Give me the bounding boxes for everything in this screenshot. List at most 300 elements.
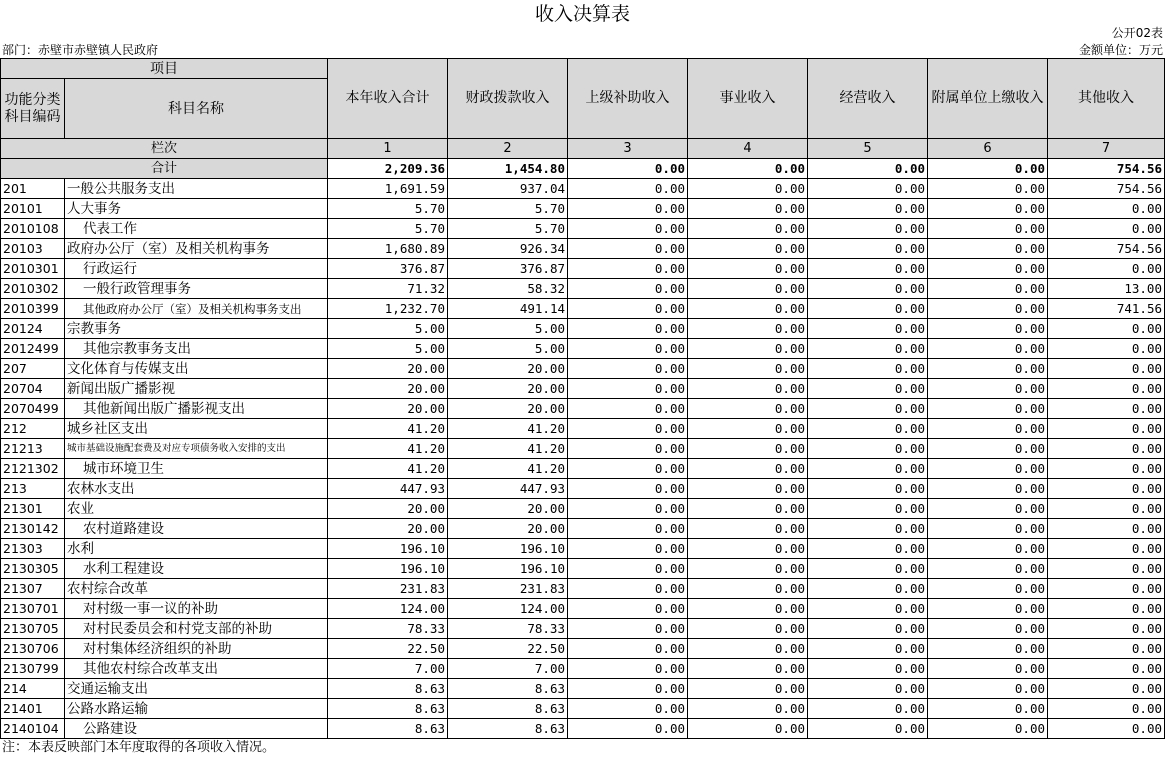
amount-cell[interactable]: 0.00 [928,279,1048,299]
amount-cell[interactable]: 0.00 [568,699,688,719]
amount-cell[interactable]: 0.00 [568,479,688,499]
col-header-5[interactable]: 经营收入 [808,59,928,139]
amount-cell[interactable]: 0.00 [1048,499,1165,519]
amount-cell[interactable]: 0.00 [688,519,808,539]
amount-cell[interactable]: 447.93 [328,479,448,499]
amount-cell[interactable]: 0.00 [568,419,688,439]
amount-cell[interactable]: 0.00 [568,639,688,659]
amount-cell[interactable]: 376.87 [328,259,448,279]
amount-cell[interactable]: 0.00 [928,719,1048,739]
subject-name-cell[interactable]: 其他农村综合改革支出 [65,659,328,679]
subject-name-cell[interactable]: 农业 [65,499,328,519]
amount-cell[interactable]: 0.00 [808,319,928,339]
amount-cell[interactable]: 0.00 [928,519,1048,539]
amount-cell[interactable]: 0.00 [928,459,1048,479]
subject-name-cell[interactable]: 农林水支出 [65,479,328,499]
subject-name-cell[interactable]: 农村道路建设 [65,519,328,539]
subject-name-cell[interactable]: 政府办公厅（室）及相关机构事务 [65,239,328,259]
amount-cell[interactable]: 0.00 [1048,639,1165,659]
amount-cell[interactable]: 20.00 [328,359,448,379]
amount-cell[interactable]: 0.00 [1048,719,1165,739]
col-number[interactable]: 7 [1048,139,1165,159]
amount-cell[interactable]: 22.50 [448,639,568,659]
table-row [1,579,1165,599]
amount-cell[interactable]: 0.00 [928,339,1048,359]
table-row [1,419,1165,439]
amount-cell[interactable]: 937.04 [448,179,568,199]
amount-cell[interactable]: 8.63 [448,679,568,699]
amount-cell[interactable]: 1,680.89 [328,239,448,259]
amount-cell[interactable]: 0.00 [928,659,1048,679]
subject-code-cell[interactable]: 2130142 [1,519,65,539]
amount-cell[interactable]: 0.00 [808,699,928,719]
amount-cell[interactable]: 0.00 [688,579,808,599]
subject-code-cell[interactable]: 201 [1,179,65,199]
amount-cell[interactable]: 0.00 [568,519,688,539]
amount-cell[interactable]: 0.00 [808,259,928,279]
amount-cell[interactable]: 0.00 [808,579,928,599]
amount-cell[interactable]: 0.00 [688,439,808,459]
amount-cell[interactable]: 491.14 [448,299,568,319]
subject-name-cell[interactable]: 交通运输支出 [65,679,328,699]
amount-cell[interactable]: 5.00 [448,319,568,339]
amount-cell[interactable]: 0.00 [568,239,688,259]
department-label: 部门：赤壁市赤壁镇人民政府 [2,43,159,57]
amount-cell[interactable]: 0.00 [568,459,688,479]
table-row [1,179,1165,199]
amount-cell[interactable]: 7.00 [328,659,448,679]
subject-code-cell[interactable]: 2130305 [1,559,65,579]
amount-cell[interactable]: 0.00 [688,339,808,359]
amount-cell[interactable]: 0.00 [808,659,928,679]
table-row [1,619,1165,639]
subject-code-cell[interactable]: 21307 [1,579,65,599]
subject-name-cell[interactable]: 宗教事务 [65,319,328,339]
subject-code-cell[interactable]: 2121302 [1,459,65,479]
project-header[interactable]: 项目 [1,59,328,79]
amount-cell[interactable]: 0.00 [688,219,808,239]
amount-cell[interactable]: 20.00 [328,399,448,419]
amount-cell[interactable]: 0.00 [568,599,688,619]
amount-cell[interactable]: 0.00 [688,639,808,659]
subject-name-cell[interactable]: 对村民委员会和村党支部的补助 [65,619,328,639]
amount-cell[interactable]: 0.00 [808,219,928,239]
col-number[interactable]: 1 [328,139,448,159]
amount-cell[interactable]: 0.00 [808,379,928,399]
amount-cell[interactable]: 0.00 [568,339,688,359]
amount-cell[interactable]: 0.00 [808,559,928,579]
amount-cell[interactable]: 196.10 [448,559,568,579]
amount-cell[interactable]: 0.00 [568,219,688,239]
amount-cell[interactable]: 20.00 [448,499,568,519]
amount-cell[interactable]: 0.00 [808,539,928,559]
subject-name-cell[interactable]: 水利工程建设 [65,559,328,579]
amount-cell[interactable]: 0.00 [1048,219,1165,239]
subject-name-cell[interactable]: 农村综合改革 [65,579,328,599]
amount-cell[interactable]: 5.00 [328,339,448,359]
amount-cell[interactable]: 741.56 [1048,299,1165,319]
amount-cell[interactable]: 0.00 [568,719,688,739]
subject-code-cell[interactable]: 2140104 [1,719,65,739]
amount-cell[interactable]: 0.00 [928,479,1048,499]
amount-cell[interactable]: 0.00 [1048,359,1165,379]
amount-cell[interactable]: 0.00 [568,619,688,639]
amount-cell[interactable]: 58.32 [448,279,568,299]
amount-cell[interactable]: 0.00 [688,499,808,519]
subject-name-cell[interactable]: 人大事务 [65,199,328,219]
amount-cell[interactable]: 0.00 [1048,339,1165,359]
amount-cell[interactable]: 22.50 [328,639,448,659]
subject-name-cell[interactable]: 文化体育与传媒支出 [65,359,328,379]
amount-cell[interactable]: 0.00 [568,579,688,599]
amount-cell[interactable]: 0.00 [928,539,1048,559]
table-row [1,479,1165,499]
amount-cell[interactable]: 0.00 [688,359,808,379]
amount-cell[interactable]: 0.00 [808,239,928,259]
amount-cell[interactable]: 0.00 [808,179,928,199]
amount-cell[interactable]: 0.00 [568,259,688,279]
amount-cell[interactable]: 13.00 [1048,279,1165,299]
amount-cell[interactable]: 41.20 [328,439,448,459]
total-value[interactable]: 0.00 [808,159,928,179]
amount-cell[interactable]: 0.00 [688,319,808,339]
amount-cell[interactable]: 0.00 [1048,199,1165,219]
amount-cell[interactable]: 0.00 [928,319,1048,339]
amount-cell[interactable]: 0.00 [1048,439,1165,459]
amount-cell[interactable]: 0.00 [808,479,928,499]
col-number[interactable]: 5 [808,139,928,159]
table-row [1,399,1165,419]
amount-cell[interactable]: 5.70 [448,219,568,239]
col-header-6[interactable]: 附属单位上缴收入 [928,59,1048,139]
subject-code-cell[interactable]: 2130799 [1,659,65,679]
table-row [1,359,1165,379]
subject-code-cell[interactable]: 21213 [1,439,65,459]
amount-cell[interactable]: 0.00 [688,399,808,419]
col-header-1[interactable]: 本年收入合计 [328,59,448,139]
subject-name-cell[interactable]: 对村级一事一议的补助 [65,599,328,619]
col-header-2[interactable]: 财政拨款收入 [448,59,568,139]
subject-code-cell[interactable]: 2130701 [1,599,65,619]
col-number[interactable]: 6 [928,139,1048,159]
amount-cell[interactable]: 0.00 [808,299,928,319]
subject-name-cell[interactable]: 其他政府办公厅（室）及相关机构事务支出 [65,299,328,319]
subject-code-cell[interactable]: 213 [1,479,65,499]
amount-cell[interactable]: 0.00 [1048,619,1165,639]
col-number[interactable]: 4 [688,139,808,159]
total-value[interactable]: 0.00 [688,159,808,179]
amount-cell[interactable]: 0.00 [808,599,928,619]
amount-cell[interactable]: 0.00 [688,479,808,499]
amount-cell[interactable]: 5.70 [448,199,568,219]
amount-cell[interactable]: 0.00 [808,359,928,379]
subject-code-cell[interactable]: 2130705 [1,619,65,639]
amount-cell[interactable]: 196.10 [328,539,448,559]
amount-cell[interactable]: 124.00 [328,599,448,619]
amount-cell[interactable]: 0.00 [568,299,688,319]
amount-cell[interactable]: 0.00 [688,199,808,219]
amount-cell[interactable]: 0.00 [568,539,688,559]
amount-cell[interactable]: 0.00 [688,459,808,479]
amount-cell[interactable]: 0.00 [1048,419,1165,439]
subject-code-cell[interactable]: 2010399 [1,299,65,319]
amount-cell[interactable]: 5.70 [328,199,448,219]
amount-cell[interactable]: 0.00 [688,419,808,439]
amount-cell[interactable]: 0.00 [1048,679,1165,699]
amount-cell[interactable]: 0.00 [1048,379,1165,399]
table-row [1,639,1165,659]
amount-cell[interactable]: 0.00 [928,359,1048,379]
table-row [1,679,1165,699]
col-header-3[interactable]: 上级补助收入 [568,59,688,139]
amount-cell[interactable]: 0.00 [688,379,808,399]
table-row [1,539,1165,559]
col-number[interactable]: 2 [448,139,568,159]
amount-cell[interactable]: 0.00 [928,639,1048,659]
amount-cell[interactable]: 0.00 [808,639,928,659]
amount-cell[interactable]: 0.00 [688,559,808,579]
amount-cell[interactable]: 0.00 [688,239,808,259]
amount-cell[interactable]: 41.20 [448,459,568,479]
amount-cell[interactable]: 231.83 [448,579,568,599]
subject-name-cell[interactable]: 对村集体经济组织的补助 [65,639,328,659]
amount-cell[interactable]: 0.00 [688,659,808,679]
total-value[interactable]: 0.00 [928,159,1048,179]
amount-cell[interactable]: 8.63 [328,699,448,719]
table-row [1,719,1165,739]
amount-cell[interactable]: 754.56 [1048,239,1165,259]
table-row [1,599,1165,619]
amount-cell[interactable]: 0.00 [1048,319,1165,339]
amount-cell[interactable]: 8.63 [328,679,448,699]
amount-cell[interactable]: 0.00 [1048,539,1165,559]
name-col-header[interactable]: 科目名称 [65,79,328,139]
amount-cell[interactable]: 196.10 [448,539,568,559]
subject-code-cell[interactable]: 21301 [1,499,65,519]
total-value[interactable]: 754.56 [1048,159,1165,179]
amount-cell[interactable]: 20.00 [448,399,568,419]
amount-cell[interactable]: 0.00 [1048,519,1165,539]
amount-cell[interactable]: 0.00 [568,279,688,299]
table-row [1,239,1165,259]
amount-unit-label: 金额单位：万元 [1078,43,1163,57]
amount-cell[interactable]: 0.00 [928,559,1048,579]
amount-cell[interactable]: 20.00 [328,379,448,399]
amount-cell[interactable]: 41.20 [448,419,568,439]
amount-cell[interactable]: 447.93 [448,479,568,499]
amount-cell[interactable]: 0.00 [688,279,808,299]
amount-cell[interactable]: 376.87 [448,259,568,279]
subject-name-cell[interactable]: 其他宗教事务支出 [65,339,328,359]
col-number[interactable]: 3 [568,139,688,159]
amount-cell[interactable]: 78.33 [448,619,568,639]
amount-cell[interactable]: 0.00 [808,619,928,639]
amount-cell[interactable]: 0.00 [928,179,1048,199]
subject-code-cell[interactable]: 20124 [1,319,65,339]
amount-cell[interactable]: 0.00 [1048,579,1165,599]
amount-cell[interactable]: 0.00 [1048,479,1165,499]
subject-code-cell[interactable]: 20103 [1,239,65,259]
amount-cell[interactable]: 0.00 [1048,559,1165,579]
amount-cell[interactable]: 0.00 [688,719,808,739]
amount-cell[interactable]: 0.00 [928,599,1048,619]
amount-cell[interactable]: 0.00 [1048,399,1165,419]
amount-cell[interactable]: 0.00 [808,419,928,439]
amount-cell[interactable]: 0.00 [1048,259,1165,279]
amount-cell[interactable]: 0.00 [568,559,688,579]
amount-cell[interactable]: 0.00 [688,679,808,699]
subject-name-cell[interactable]: 水利 [65,539,328,559]
amount-cell[interactable]: 1,691.59 [328,179,448,199]
amount-cell[interactable]: 0.00 [808,499,928,519]
subject-name-cell[interactable]: 行政运行 [65,259,328,279]
amount-cell[interactable]: 0.00 [568,399,688,419]
subject-name-cell[interactable]: 一般公共服务支出 [65,179,328,199]
amount-cell[interactable]: 20.00 [328,499,448,519]
amount-cell[interactable]: 41.20 [328,459,448,479]
amount-cell[interactable]: 0.00 [808,679,928,699]
column-label[interactable]: 栏次 [1,139,328,159]
amount-cell[interactable]: 0.00 [928,439,1048,459]
amount-cell[interactable]: 0.00 [568,379,688,399]
subject-name-cell[interactable]: 代表工作 [65,219,328,239]
amount-cell[interactable]: 124.00 [448,599,568,619]
amount-cell[interactable]: 0.00 [928,199,1048,219]
amount-cell[interactable]: 20.00 [448,519,568,539]
subject-code-cell[interactable]: 2070499 [1,399,65,419]
col-header-7[interactable]: 其他收入 [1048,59,1165,139]
amount-cell[interactable]: 0.00 [928,679,1048,699]
amount-cell[interactable]: 0.00 [688,599,808,619]
amount-cell[interactable]: 0.00 [568,319,688,339]
subject-code-cell[interactable]: 2012499 [1,339,65,359]
subject-name-cell[interactable]: 公路建设 [65,719,328,739]
income-table [0,58,1165,739]
amount-cell[interactable]: 0.00 [568,359,688,379]
amount-cell[interactable]: 0.00 [808,339,928,359]
table-row [1,379,1165,399]
amount-cell[interactable]: 0.00 [568,679,688,699]
amount-cell[interactable]: 0.00 [928,399,1048,419]
amount-cell[interactable]: 0.00 [688,299,808,319]
table-row [1,279,1165,299]
amount-cell[interactable]: 8.63 [448,719,568,739]
amount-cell[interactable]: 0.00 [928,299,1048,319]
amount-cell[interactable]: 0.00 [568,179,688,199]
amount-cell[interactable]: 0.00 [688,259,808,279]
amount-cell[interactable]: 5.00 [328,319,448,339]
amount-cell[interactable]: 0.00 [808,279,928,299]
amount-cell[interactable]: 41.20 [448,439,568,459]
subject-name-cell[interactable]: 新闻出版广播影视 [65,379,328,399]
total-value[interactable]: 1,454.80 [448,159,568,179]
amount-cell[interactable]: 0.00 [808,399,928,419]
amount-cell[interactable]: 926.34 [448,239,568,259]
amount-cell[interactable]: 231.83 [328,579,448,599]
amount-cell[interactable]: 0.00 [568,659,688,679]
amount-cell[interactable]: 0.00 [1048,459,1165,479]
amount-cell[interactable]: 71.32 [328,279,448,299]
amount-cell[interactable]: 196.10 [328,559,448,579]
amount-cell[interactable]: 0.00 [808,199,928,219]
code-col-header[interactable]: 功能分类科目编码 [1,79,65,139]
subject-name-cell[interactable]: 公路水路运输 [65,699,328,719]
subject-code-cell[interactable]: 2010302 [1,279,65,299]
subject-name-cell[interactable]: 城乡社区支出 [65,419,328,439]
subject-code-cell[interactable]: 2010108 [1,219,65,239]
amount-cell[interactable]: 0.00 [808,719,928,739]
amount-cell[interactable]: 0.00 [808,439,928,459]
subject-name-cell[interactable]: 其他新闻出版广播影视支出 [65,399,328,419]
amount-cell[interactable]: 20.00 [448,359,568,379]
amount-cell[interactable]: 0.00 [688,619,808,639]
amount-cell[interactable]: 78.33 [328,619,448,639]
table-row [1,459,1165,479]
amount-cell[interactable]: 8.63 [328,719,448,739]
amount-cell[interactable]: 1,232.70 [328,299,448,319]
subject-code-cell[interactable]: 2130706 [1,639,65,659]
amount-cell[interactable]: 0.00 [928,499,1048,519]
amount-cell[interactable]: 0.00 [688,179,808,199]
amount-cell[interactable]: 20.00 [328,519,448,539]
table-number: 公开02表 [1111,26,1163,40]
amount-cell[interactable]: 0.00 [928,619,1048,639]
subject-code-cell[interactable]: 20704 [1,379,65,399]
amount-cell[interactable]: 0.00 [928,379,1048,399]
subject-code-cell[interactable]: 214 [1,679,65,699]
amount-cell[interactable]: 20.00 [448,379,568,399]
col-header-4[interactable]: 事业收入 [688,59,808,139]
total-label[interactable]: 合计 [1,159,328,179]
amount-cell[interactable]: 5.70 [328,219,448,239]
amount-cell[interactable]: 7.00 [448,659,568,679]
footnote: 注：本表反映部门本年度取得的各项收入情况。 [2,740,276,755]
subject-code-cell[interactable]: 212 [1,419,65,439]
subject-name-cell[interactable]: 城市基础设施配套费及对应专项债务收入安排的支出 [65,439,328,459]
subject-code-cell[interactable]: 207 [1,359,65,379]
amount-cell[interactable]: 0.00 [928,259,1048,279]
subject-code-cell[interactable]: 21303 [1,539,65,559]
amount-cell[interactable]: 0.00 [808,459,928,479]
amount-cell[interactable]: 0.00 [808,519,928,539]
amount-cell[interactable]: 0.00 [568,439,688,459]
amount-cell[interactable]: 0.00 [1048,699,1165,719]
amount-cell[interactable]: 0.00 [688,699,808,719]
total-value[interactable]: 0.00 [568,159,688,179]
total-value[interactable]: 2,209.36 [328,159,448,179]
amount-cell[interactable]: 0.00 [568,499,688,519]
subject-code-cell[interactable]: 2010301 [1,259,65,279]
amount-cell[interactable]: 0.00 [1048,599,1165,619]
amount-cell[interactable]: 0.00 [928,699,1048,719]
subject-code-cell[interactable]: 20101 [1,199,65,219]
amount-cell[interactable]: 0.00 [928,219,1048,239]
amount-cell[interactable]: 0.00 [568,199,688,219]
amount-cell[interactable]: 5.00 [448,339,568,359]
subject-name-cell[interactable]: 城市环境卫生 [65,459,328,479]
amount-cell[interactable]: 0.00 [928,239,1048,259]
table-row [1,319,1165,339]
amount-cell[interactable]: 754.56 [1048,179,1165,199]
amount-cell[interactable]: 0.00 [688,539,808,559]
amount-cell[interactable]: 0.00 [928,419,1048,439]
amount-cell[interactable]: 0.00 [928,579,1048,599]
amount-cell[interactable]: 0.00 [1048,659,1165,679]
subject-code-cell[interactable]: 21401 [1,699,65,719]
amount-cell[interactable]: 8.63 [448,699,568,719]
amount-cell[interactable]: 41.20 [328,419,448,439]
subject-name-cell[interactable]: 一般行政管理事务 [65,279,328,299]
